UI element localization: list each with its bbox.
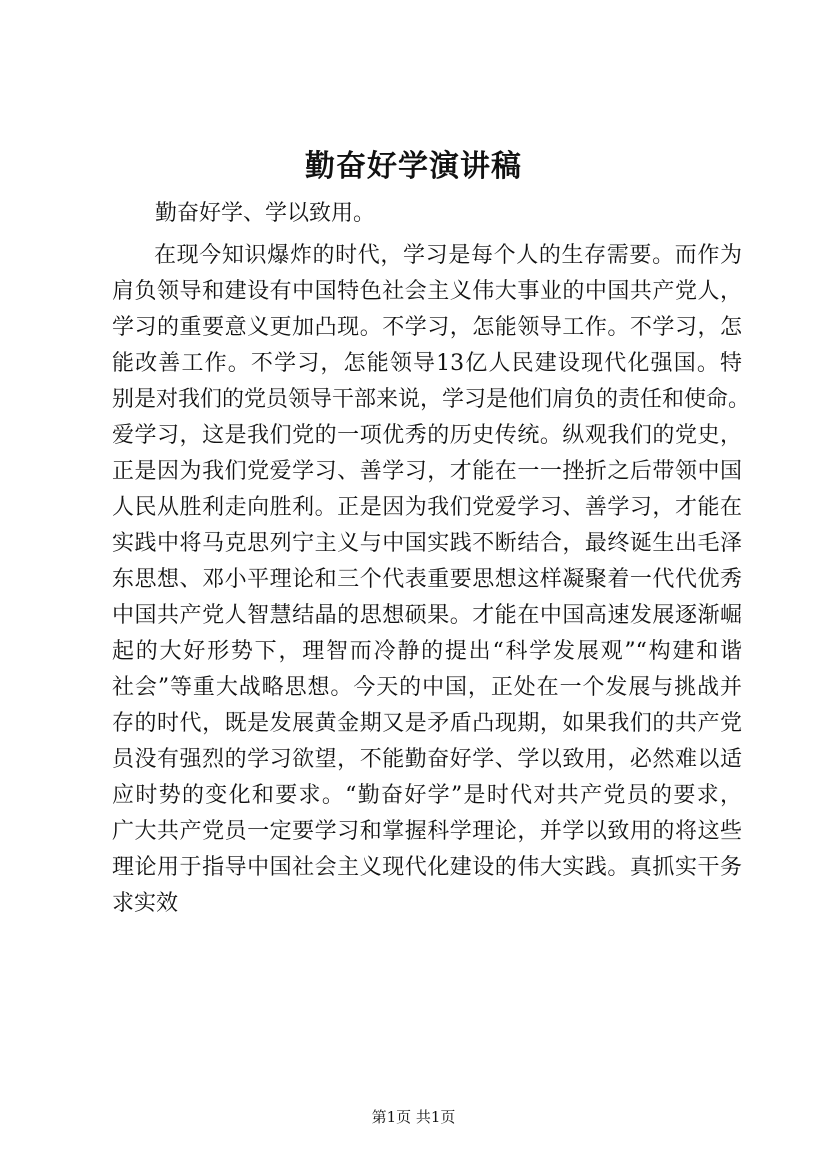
- paragraph-line: 在现今知识爆炸的时代，学习是每个人的生存需要。而作为: [154, 243, 742, 268]
- paragraph-line: 广大共产党员一定要学习和掌握科学理论，并学以致用的将这些: [112, 819, 742, 844]
- paragraph-line: 理论用于指导中国社会主义现代化建设的伟大实践。真抓实干务: [112, 855, 742, 880]
- paragraph-line: 别是对我们的党员领导干部来说，学习是他们肩负的责任和使命。: [112, 387, 751, 412]
- paragraph-line: 东思想、邓小平理论和三个代表重要思想这样凝聚着一代代优秀: [112, 567, 742, 592]
- paragraph-line: 学习的重要意义更加凸现。不学习，怎能领导工作。不学习，怎: [112, 315, 742, 340]
- paragraph-line: 爱学习，这是我们党的一项优秀的历史传统。纵观我们的党史，: [112, 423, 742, 448]
- paragraph-line: 中国共产党人智慧结晶的思想硕果。才能在中国高速发展逐渐崛: [112, 603, 742, 628]
- paragraph-line: 肩负领导和建设有中国特色社会主义伟大事业的中国共产党人，: [112, 279, 742, 304]
- paragraph-line: 求实效: [112, 891, 179, 916]
- paragraph-line: 起的大好形势下，理智而冷静的提出“科学发展观”“构建和谐: [112, 639, 742, 664]
- paragraph-line: 人民从胜利走向胜利。正是因为我们党爱学习、善学习，才能在: [112, 495, 742, 520]
- paragraph-line: 社会”等重大战略思想。今天的中国，正处在一个发展与挑战并: [112, 675, 742, 700]
- document-subtitle: 勤奋好学、学以致用。: [155, 201, 376, 226]
- document-title: 勤奋好学演讲稿: [305, 149, 522, 184]
- paragraph-line: 员没有强烈的学习欲望，不能勤奋好学、学以致用，必然难以适: [112, 747, 742, 772]
- body-paragraph: [112, 238, 751, 922]
- page-number-footer: 第1页 共1页: [371, 1108, 456, 1126]
- paragraph-line: 能改善工作。不学习，怎能领导13亿人民建设现代化强国。特: [112, 351, 742, 376]
- paragraph-line: 实践中将马克思列宁主义与中国实践不断结合，最终诞生出毛泽: [112, 531, 742, 556]
- paragraph-line: 应时势的变化和要求。“勤奋好学”是时代对共产党员的要求，: [112, 783, 742, 808]
- paragraph-line: 正是因为我们党爱学习、善学习，才能在一一挫折之后带领中国: [112, 459, 742, 484]
- paragraph-line: 存的时代，既是发展黄金期又是矛盾凸现期，如果我们的共产党: [112, 711, 742, 736]
